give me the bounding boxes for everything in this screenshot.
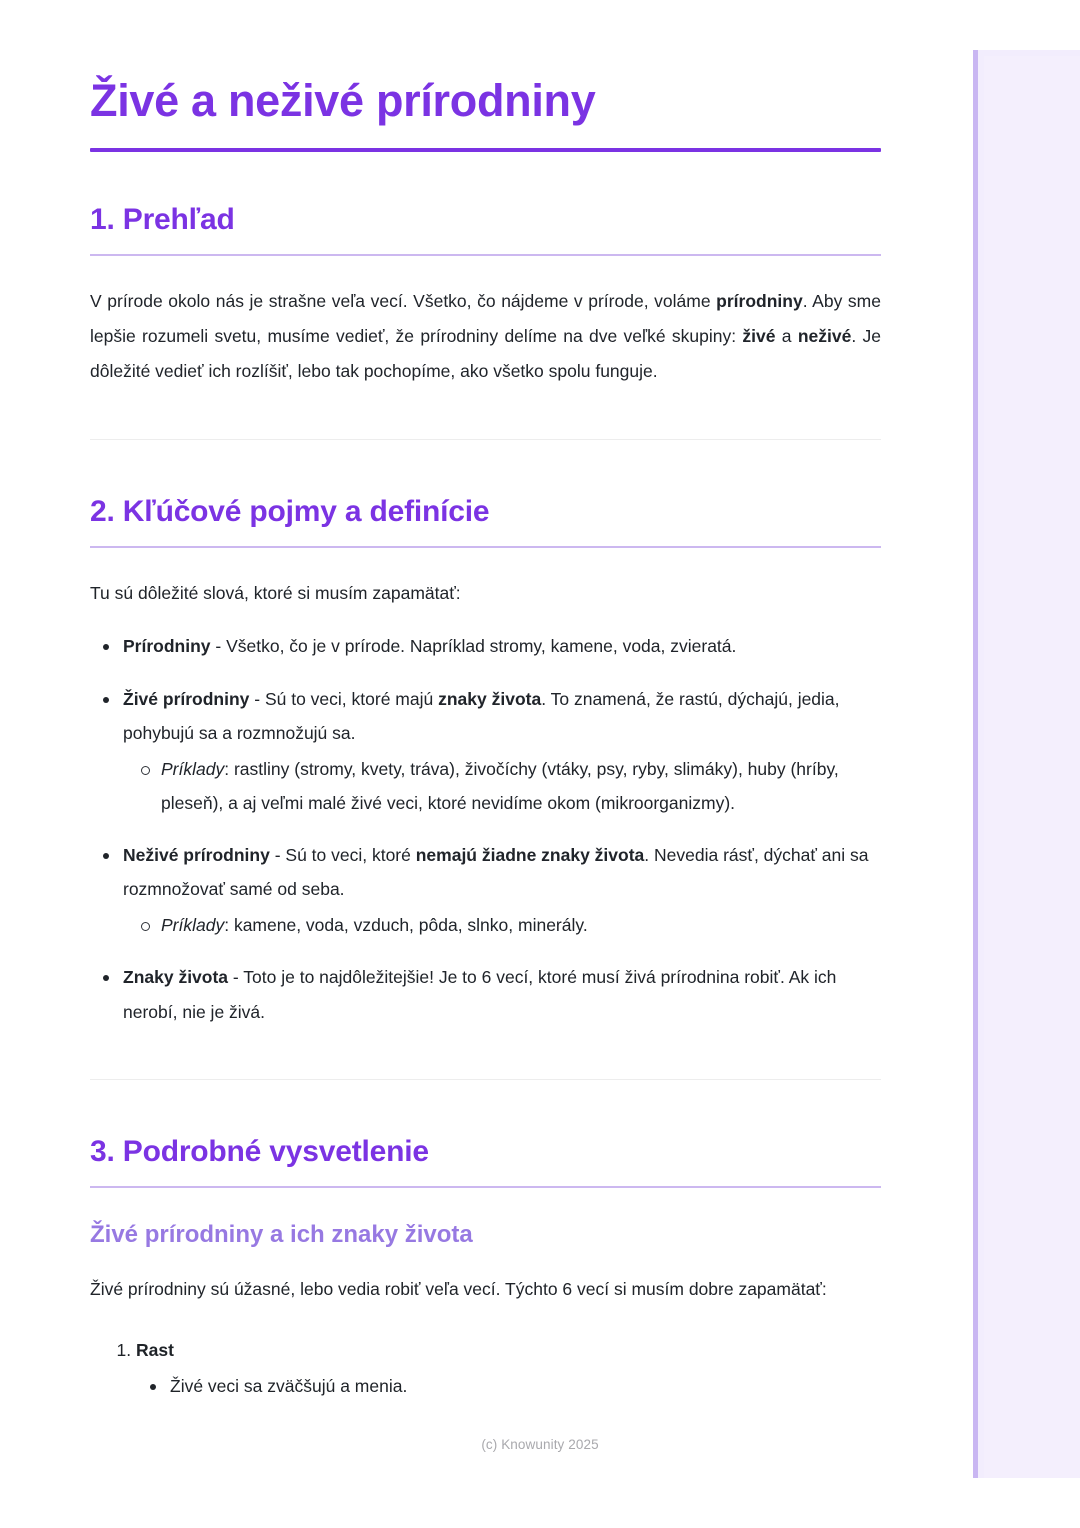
section-heading-1: 1. Prehľad xyxy=(90,203,235,237)
sub-list-item xyxy=(161,752,881,820)
sub-list-item-text: Príklady: rastliny (stromy, kvety, tráva), živočíchy (vtáky, psy, ryby, slimáky), huby (hríby, pleseň), a aj veľmi malé živé veci, ktoré nevidíme okom (mikroorganizmy). xyxy=(161,758,839,813)
section-heading-rule-2 xyxy=(90,546,881,548)
list-item-text: Živé prírodniny - Sú to veci, ktoré majú znaky života. To znamená, že rastú, dýchajú, jedia, pohybujú sa a rozmnožujú sa. xyxy=(123,688,840,743)
page-title: Živé a neživé prírodniny xyxy=(90,75,596,126)
list-item-text: Prírodniny - Všetko, čo je v prírode. Napríklad stromy, kamene, voda, zvieratá. xyxy=(123,636,737,657)
list-item xyxy=(123,838,881,942)
sub-list xyxy=(123,752,881,820)
section-2-intro: Tu sú dôležité slová, ktoré si musím zapamätať: xyxy=(90,583,461,604)
section-divider-1 xyxy=(90,439,881,440)
sub-list-item-text: Príklady: kamene, voda, vzduch, pôda, slnko, minerály. xyxy=(161,915,588,936)
section-divider-2 xyxy=(90,1079,881,1080)
subsection-heading: Živé prírodniny a ich znaky života xyxy=(90,1220,473,1248)
key-terms-list xyxy=(90,629,881,1028)
section-heading-rule-3 xyxy=(90,1186,881,1188)
list-item xyxy=(123,682,881,821)
list-item-text: Neživé prírodniny - Sú to veci, ktoré nemajú žiadne znaky života. Nevedia rásť, dýchať ani sa rozmnožovať samé od seba. xyxy=(123,845,869,900)
list-item xyxy=(123,960,881,1028)
sub-list-item-text: Živé veci sa zväčšujú a menia. xyxy=(170,1375,408,1396)
title-divider xyxy=(90,148,881,152)
decorative-side-strip xyxy=(973,50,1080,1478)
list-item-text: Znaky života - Toto je to najdôležitejšie! Je to 6 vecí, ktoré musí živá prírodnina robiť. Ak ich nerobí, nie je živá. xyxy=(123,967,837,1022)
section-3-paragraph: Živé prírodniny sú úžasné, lebo vedia robiť veľa vecí. Týchto 6 vecí si musím dobre zapamätať: xyxy=(90,1278,827,1299)
sub-list-item xyxy=(170,1369,881,1403)
signs-of-life-list xyxy=(90,1333,881,1403)
sub-list xyxy=(136,1369,881,1403)
watermark: (c) Knowunity 2025 xyxy=(481,1437,599,1452)
section-1-paragraph: V prírode okolo nás je strašne veľa vecí. Všetko, čo nájdeme v prírode, voláme prírodniny. Aby sme lepšie rozumeli svetu, musíme vedieť, že prírodniny delíme na dve veľké skupiny: živé a neživé. Je dôležité vedieť ich rozlíšiť, lebo tak pochopíme, ako všetko spolu funguje. xyxy=(90,291,881,382)
section-heading-3: 3. Podrobné vysvetlenie xyxy=(90,1134,429,1168)
list-item xyxy=(123,629,881,663)
sub-list-item xyxy=(161,908,881,942)
section-heading-2: 2. Kľúčové pojmy a definície xyxy=(90,495,490,529)
section-heading-rule-1 xyxy=(90,254,881,256)
side-strip-inner-panel xyxy=(984,56,1080,1478)
numbered-list-item xyxy=(136,1333,881,1403)
numbered-list-item-label: Rast xyxy=(136,1339,174,1360)
sub-list xyxy=(123,908,881,942)
